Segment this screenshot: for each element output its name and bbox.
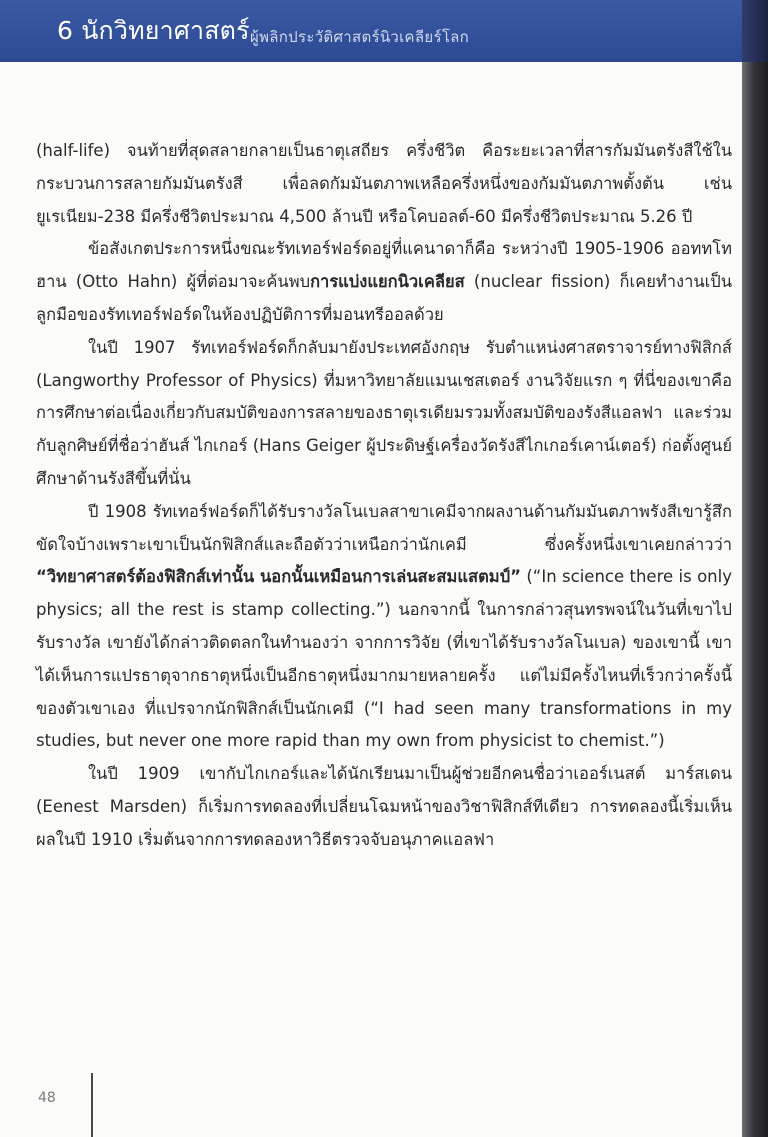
paragraph-text: ข้อสังเกตประการหนึ่งขณะรัทเทอร์ฟอร์ดอยู่ที่แคนาดาก็คือ ระหว่างปี 1905-1906 ออททโท ฮาน (Otto Hahn) ผู้ที่ต่อมาจะค้นพบ <box>36 239 732 292</box>
paragraph-text: (“In science there is only physics; all the rest is stamp collecting.”) นอกจากนี้ ในการกล่าวสุนทรพจน์ในวันที่เขาไปรับรางวัล เขายังได้กล่าวติดตลกในทำนองว่า จากการวิจัย (ที่เขาได้รับรางวัลโนเบล) ของเขานี้ เขาได้เห็นการแปรธาตุจากธาตุหนึ่งเป็นอีกธาตุหนึ่งมากมายหลายครั้ง แต่ไม่มีครั้งไหนที่เร็วกว่าครั้งนี้ของตัวเขาเอง ที่แปรจากนักฟิสิกส์เป็นนักเคมี (“I had seen many transformations in my studies, but never one more rapid than my own from physicist to chemist.”) <box>36 567 732 751</box>
paragraph-manchester: ในปี 1907 รัทเทอร์ฟอร์ดก็กลับมายังประเทศอังกฤษ รับตำแหน่งศาสตราจารย์ทางฟิสิกส์ (Langworthy Professor of Physics) ที่มหาวิทยาลัยแมนเชสเตอร์ งานวิจัยแรก ๆ ที่นี่ของเขาคือการศึกษาต่อเนื่องเกี่ยวกับสมบัติของการสลายของธาตุเรเดียมรวมทั้งสมบัติของรังสีแอลฟา และร่วมกับลูกศิษย์ที่ชื่อว่าฮันส์ ไกเกอร์ (Hans Geiger ผู้ประดิษฐ์เครื่องวัดรังสีไกเกอร์เคาน์เตอร์) ก่อตั้งศูนย์ศึกษาด้านรังสีขึ้นที่นั่น <box>36 337 732 488</box>
footer-divider <box>91 1073 93 1137</box>
paragraph-half-life: (half-life) จนท้ายที่สุดสลายกลายเป็นธาตุเสถียร ครึ่งชีวิต คือระยะเวลาที่สารกัมมันตรังสีใช้ในกระบวนการสลายกัมมันตรังสี เพื่อลดกัมมันตภาพเหลือครึ่งหนึ่งของกัมมันตภาพตั้งต้น เช่น ยูเรเนียม-238 มีครึ่งชีวิตประมาณ 4,500 ล้านปี หรือโคบอลต์-60 มีครึ่งชีวิตประมาณ 5.26 ปี <box>36 141 732 226</box>
chapter-title: 6 นักวิทยาศาสตร์ <box>57 16 250 45</box>
paragraph-nobel-prize <box>36 496 732 758</box>
paragraph-text: (nuclear fission) ก็เคยทำงานเป็นลูกมือของรัทเทอร์ฟอร์ดในห้องปฏิบัติการที่มอนทรีออลด้วย <box>36 272 733 324</box>
chapter-header-bar <box>0 0 742 62</box>
paragraph-otto-hahn <box>36 233 732 331</box>
page-edge-shadow <box>742 0 768 1137</box>
book-subtitle: ผู้พลิกประวัติศาสตร์นิวเคลียร์โลก <box>250 28 470 46</box>
paragraph-text: ปี 1908 รัทเทอร์ฟอร์ดก็ได้รับรางวัลโนเบลสาขาเคมีจากผลงานด้านกัมมันตภาพรังสีเขารู้สึกขัดใจบ้างเพราะเขาเป็นนักฟิสิกส์และถือตัวว่าเหนือกว่านักเคมี ซึ่งครั้งหนึ่งเขาเคยกล่าวว่า <box>36 501 732 554</box>
page-number: 48 <box>38 1090 56 1106</box>
bold-term-nuclear-fission: การแบ่งแยกนิวเคลียส <box>310 272 465 292</box>
paragraph-marsden: ในปี 1909 เขากับไกเกอร์และได้นักเรียนมาเป็นผู้ช่วยอีกคนชื่อว่าเออร์เนสต์ มาร์สเดน (Eenest Marsden) ก็เริ่มการทดลองที่เปลี่ยนโฉมหน้าของวิชาฟิสิกส์ทีเดียว การทดลองนี้เริ่มเห็นผลในปี 1910 เริ่มต้นจากการทดลองหาวิธีตรวจจับอนุภาคแอลฟา <box>36 764 732 849</box>
page-edge-header <box>742 0 768 62</box>
bold-quote-physics: “วิทยาศาสตร์ต้องฟิสิกส์เท่านั้น นอกนั้นเหมือนการเล่นสะสมแสตมป์” <box>36 567 521 587</box>
body-text <box>36 135 732 857</box>
